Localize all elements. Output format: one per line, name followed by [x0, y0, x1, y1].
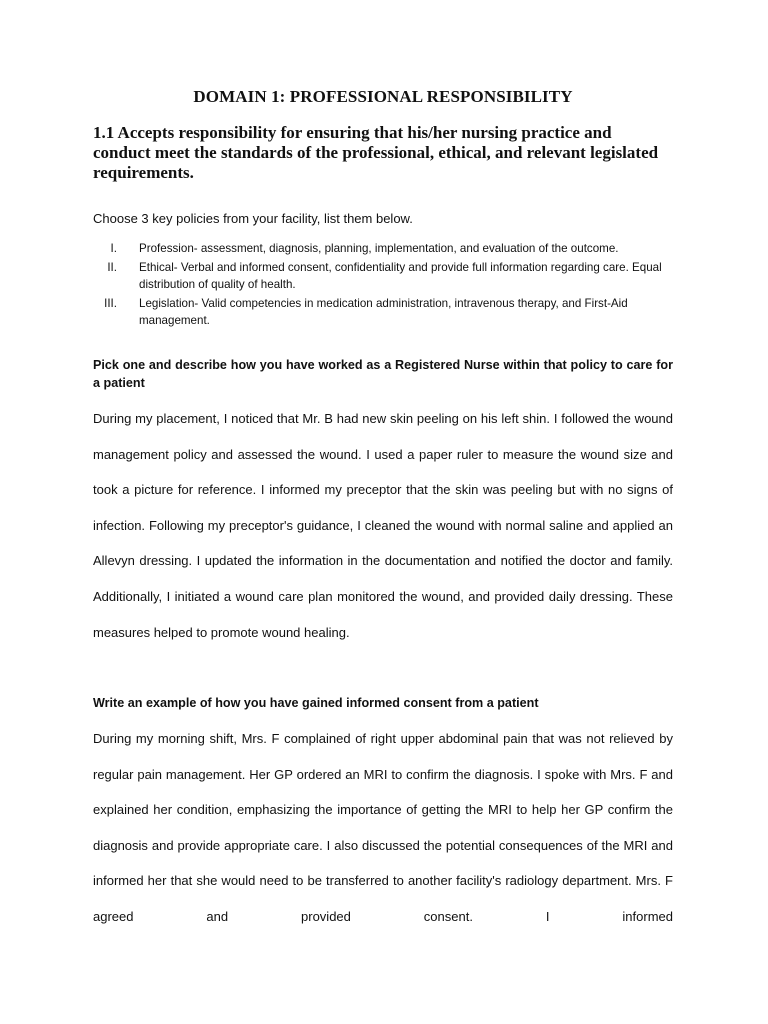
answer-informed-consent: During my morning shift, Mrs. F complained of right upper abdominal pain that was not relieved by regular pain management. Her GP ordered an MRI to confirm the diagnosis. I spoke with Mrs. F and explained her condition, emphasizing the importance of getting the MRI to help her GP confirm the diagnosis and provide appropriate care. I also discussed the potential consequences of the MRI and informed her that she would need to be transferred to another facility's radiology department. Mrs. F agreed and provided consent. I informed	[93, 731, 673, 924]
answer-policy-practice: During my placement, I noticed that Mr. B had new skin peeling on his left shin. I followed the wound management policy and assessed the wound. I used a paper ruler to measure the wound size and took a picture for reference. I informed my preceptor that the skin was peeling but with no signs of infection. Following my preceptor's guidance, I cleaned the wound with normal saline and applied an Allevyn dressing. I updated the information in the documentation and notified the doctor and family. Additionally, I initiated a wound care plan monitored the wound, and provided daily dressing. These measures helped to promote wound healing.	[93, 411, 673, 640]
policy-item	[93, 259, 673, 294]
policy-item	[93, 240, 673, 258]
section-heading: 1.1 Accepts responsibility for ensuring that his/her nursing practice and conduct meet the standards of the professional, ethical, and relevant legislated requirements.	[93, 123, 659, 182]
policy-list	[93, 240, 673, 331]
policy-text: Legislation- Valid competencies in medication administration, intravenous therapy, and First-Aid management.	[139, 296, 628, 327]
policy-text: Ethical- Verbal and informed consent, confidentiality and provide full information regarding care. Equal distribution of quality of health.	[139, 260, 662, 291]
policies-prompt: Choose 3 key policies from your facility, list them below.	[93, 211, 413, 226]
question-informed-consent: Write an example of how you have gained informed consent from a patient	[93, 696, 539, 710]
policy-number: I.	[110, 242, 117, 255]
policy-number: III.	[104, 296, 117, 310]
policy-number: II.	[107, 260, 117, 274]
document-title: DOMAIN 1: PROFESSIONAL RESPONSIBILITY	[193, 87, 573, 106]
policy-item	[93, 295, 673, 330]
question-policy-practice: Pick one and describe how you have worked as a Registered Nurse within that policy to care for a patient	[93, 358, 673, 390]
policy-text: Profession- assessment, diagnosis, planning, implementation, and evaluation of the outcome.	[139, 242, 619, 255]
